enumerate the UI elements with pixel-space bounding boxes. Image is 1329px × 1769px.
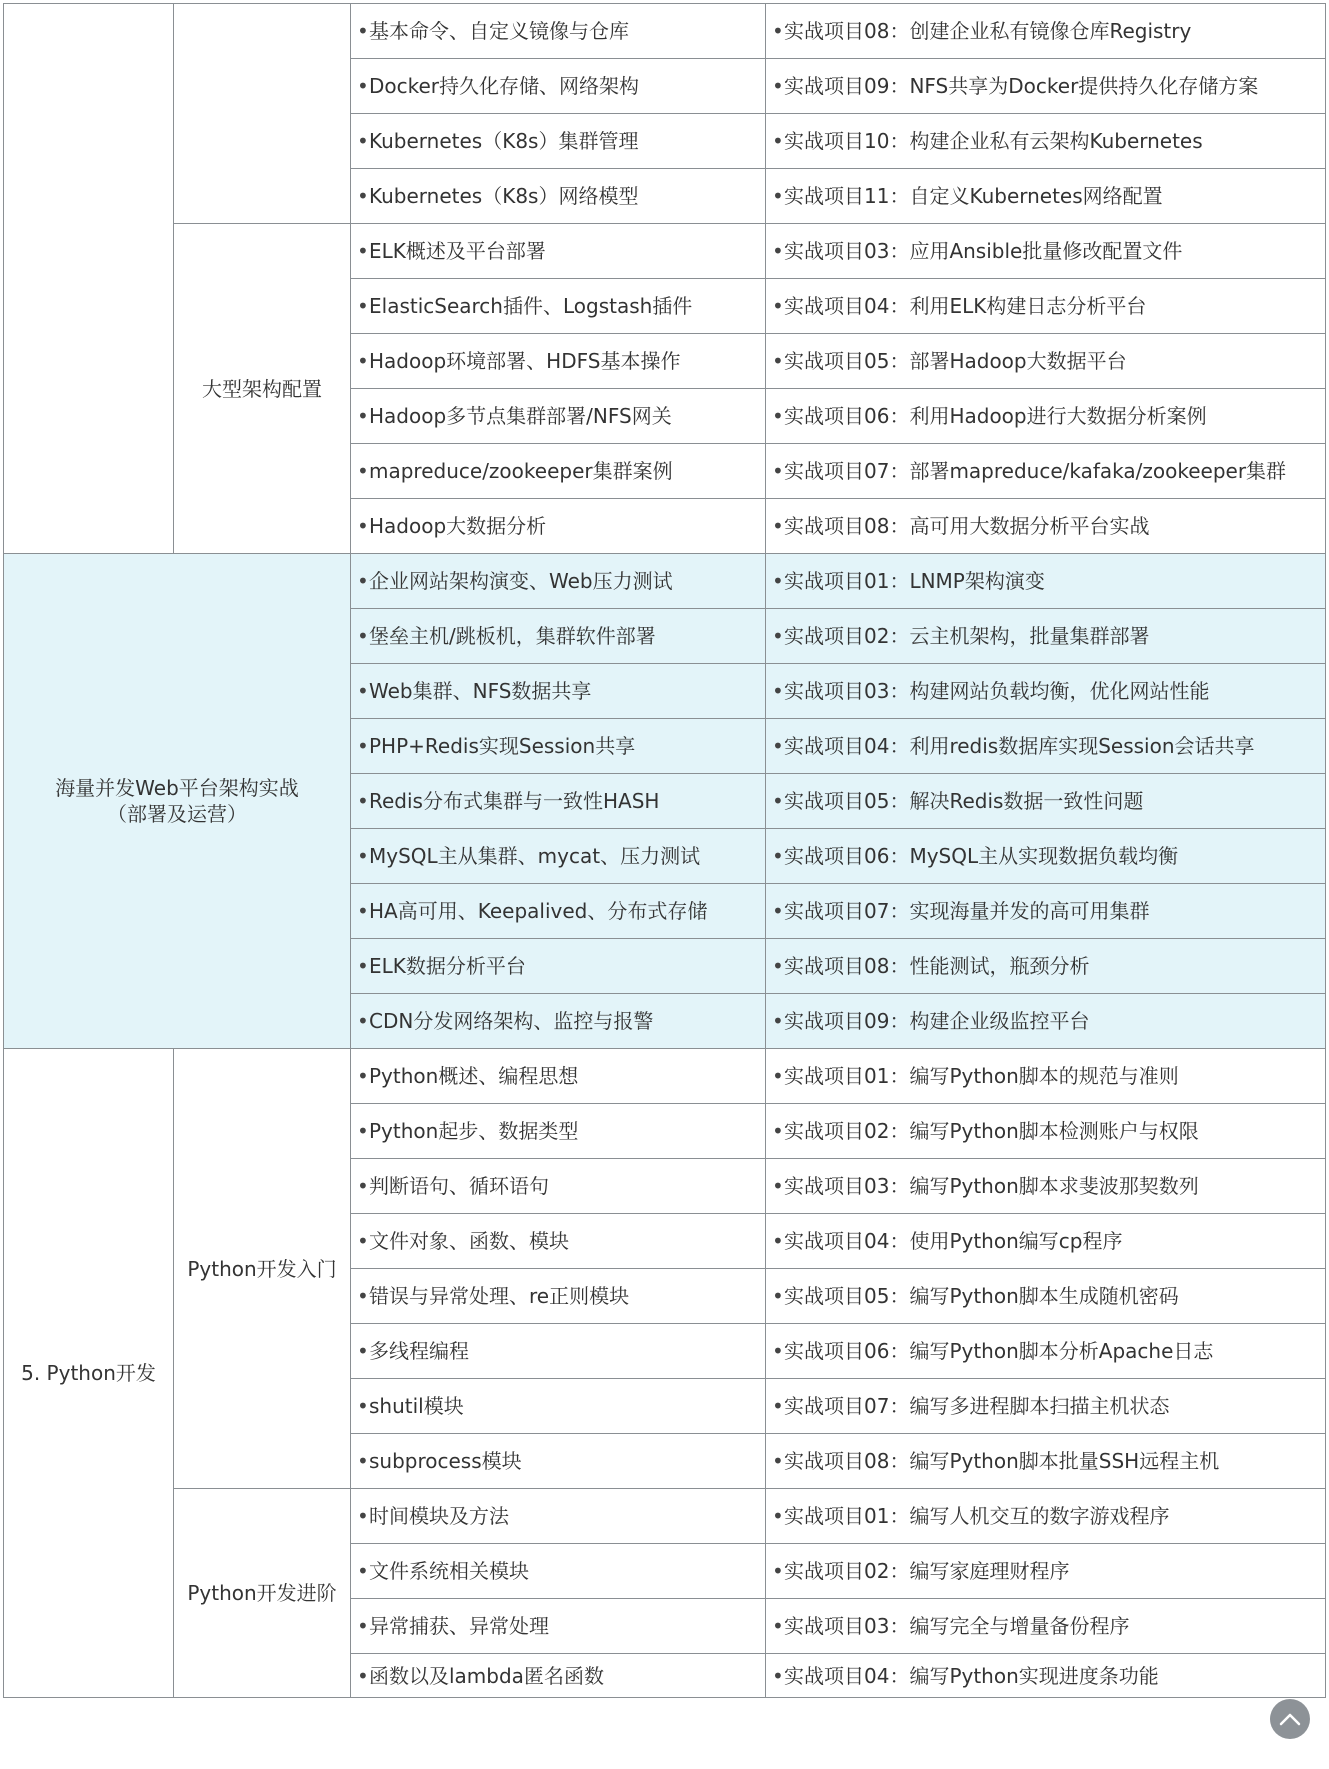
topic-text: ElasticSearch插件、Logstash插件 xyxy=(369,294,693,318)
table-row xyxy=(4,1049,1326,1104)
project-text: 实战项目03：应用Ansible批量修改配置文件 xyxy=(784,239,1183,263)
bullet: • xyxy=(357,1339,369,1363)
bullet: • xyxy=(772,459,784,483)
project-cell xyxy=(766,774,1326,829)
project-text: 实战项目08：创建企业私有镜像仓库Registry xyxy=(784,19,1192,43)
bullet: • xyxy=(772,1614,784,1638)
project-text: 实战项目02：云主机架构，批量集群部署 xyxy=(784,624,1150,648)
topic-cell xyxy=(351,1434,766,1489)
bullet: • xyxy=(772,1559,784,1583)
topic-text: 判断语句、循环语句 xyxy=(369,1174,549,1198)
bullet: • xyxy=(357,1504,369,1528)
topic-text: shutil模块 xyxy=(369,1394,464,1418)
bullet: • xyxy=(357,1009,369,1033)
project-cell xyxy=(766,1214,1326,1269)
subcategory-cell: Python开发入门 xyxy=(174,1049,351,1489)
bullet: • xyxy=(772,789,784,813)
project-text: 实战项目10：构建企业私有云架构Kubernetes xyxy=(784,129,1203,153)
topic-cell xyxy=(351,1104,766,1159)
project-cell xyxy=(766,884,1326,939)
bullet: • xyxy=(357,1663,369,1688)
bullet: • xyxy=(772,294,784,318)
project-text: 实战项目09：NFS共享为Docker提供持久化存储方案 xyxy=(784,74,1259,98)
topic-text: CDN分发网络架构、监控与报警 xyxy=(369,1009,654,1033)
project-cell xyxy=(766,719,1326,774)
topic-cell xyxy=(351,4,766,59)
subcategory-cell: 大型架构配置 xyxy=(174,224,351,554)
table-row xyxy=(4,1489,1326,1544)
topic-text: HA高可用、Keepalived、分布式存储 xyxy=(369,899,708,923)
bullet: • xyxy=(772,1504,784,1528)
bullet: • xyxy=(772,1339,784,1363)
bullet: • xyxy=(772,129,784,153)
project-text: 实战项目05：编写Python脚本生成随机密码 xyxy=(784,1284,1179,1308)
topic-text: PHP+Redis实现Session共享 xyxy=(369,734,636,758)
bullet: • xyxy=(772,514,784,538)
project-cell xyxy=(766,829,1326,884)
bullet: • xyxy=(772,1119,784,1143)
project-text: 实战项目06：利用Hadoop进行大数据分析案例 xyxy=(784,404,1207,428)
project-cell xyxy=(766,4,1326,59)
project-cell xyxy=(766,1599,1326,1654)
project-text: 实战项目06：编写Python脚本分析Apache日志 xyxy=(784,1339,1214,1363)
topic-cell xyxy=(351,884,766,939)
bullet: • xyxy=(357,679,369,703)
topic-text: 异常捕获、异常处理 xyxy=(369,1614,549,1638)
topic-cell xyxy=(351,1324,766,1379)
project-cell xyxy=(766,609,1326,664)
project-text: 实战项目08：编写Python脚本批量SSH远程主机 xyxy=(784,1449,1220,1473)
bullet: • xyxy=(357,1394,369,1418)
project-text: 实战项目11：自定义Kubernetes网络配置 xyxy=(784,184,1163,208)
project-cell xyxy=(766,664,1326,719)
bullet: • xyxy=(772,19,784,43)
topic-text: Redis分布式集群与一致性HASH xyxy=(369,789,660,813)
topic-text: Hadoop多节点集群部署/NFS网关 xyxy=(369,404,672,428)
project-text: 实战项目04：使用Python编写cp程序 xyxy=(784,1229,1123,1253)
bullet: • xyxy=(357,569,369,593)
topic-cell xyxy=(351,334,766,389)
topic-cell xyxy=(351,1379,766,1434)
bullet: • xyxy=(772,844,784,868)
project-cell xyxy=(766,1269,1326,1324)
topic-text: Python概述、编程思想 xyxy=(369,1064,579,1088)
project-text: 实战项目04：编写Python实现进度条功能 xyxy=(784,1663,1159,1688)
bullet: • xyxy=(772,404,784,428)
topic-cell xyxy=(351,774,766,829)
project-cell xyxy=(766,169,1326,224)
topic-cell xyxy=(351,1599,766,1654)
bullet: • xyxy=(357,514,369,538)
topic-text: Docker持久化存储、网络架构 xyxy=(369,74,640,98)
topic-text: subprocess模块 xyxy=(369,1449,522,1473)
project-text: 实战项目03：构建网站负载均衡，优化网站性能 xyxy=(784,679,1210,703)
project-text: 实战项目05：解决Redis数据一致性问题 xyxy=(784,789,1144,813)
table-row xyxy=(4,224,1326,279)
topic-cell xyxy=(351,389,766,444)
topic-cell xyxy=(351,1544,766,1599)
topic-text: 文件对象、函数、模块 xyxy=(369,1229,569,1253)
project-cell xyxy=(766,114,1326,169)
topic-cell xyxy=(351,664,766,719)
project-cell xyxy=(766,224,1326,279)
bullet: • xyxy=(772,1663,784,1688)
topic-cell xyxy=(351,114,766,169)
bullet: • xyxy=(772,569,784,593)
bullet: • xyxy=(772,1449,784,1473)
topic-cell xyxy=(351,1654,766,1698)
bullet: • xyxy=(357,1559,369,1583)
project-text: 实战项目01：编写人机交互的数字游戏程序 xyxy=(784,1504,1170,1528)
topic-text: 时间模块及方法 xyxy=(369,1504,509,1528)
table-row xyxy=(4,554,1326,609)
category-title: 海量并发Web平台架构实战 xyxy=(55,776,299,800)
bullet: • xyxy=(772,1174,784,1198)
topic-text: 堡垒主机/跳板机，集群软件部署 xyxy=(369,624,656,648)
project-text: 实战项目07：编写多进程脚本扫描主机状态 xyxy=(784,1394,1170,1418)
category-subtitle: （部署及运营） xyxy=(107,802,247,826)
topic-cell xyxy=(351,829,766,884)
bullet: • xyxy=(357,459,369,483)
project-text: 实战项目03：编写Python脚本求斐波那契数列 xyxy=(784,1174,1199,1198)
project-cell xyxy=(766,939,1326,994)
bullet: • xyxy=(357,1229,369,1253)
project-text: 实战项目02：编写Python脚本检测账户与权限 xyxy=(784,1119,1199,1143)
topic-text: 函数以及lambda匿名函数 xyxy=(369,1663,604,1688)
bullet: • xyxy=(772,1284,784,1308)
project-cell xyxy=(766,389,1326,444)
curriculum-table xyxy=(3,3,1326,1698)
topic-text: mapreduce/zookeeper集群案例 xyxy=(369,459,673,483)
project-cell xyxy=(766,334,1326,389)
project-cell xyxy=(766,444,1326,499)
bullet: • xyxy=(357,404,369,428)
bullet: • xyxy=(772,74,784,98)
topic-text: 错误与异常处理、re正则模块 xyxy=(369,1284,630,1308)
bullet: • xyxy=(357,1119,369,1143)
project-cell xyxy=(766,279,1326,334)
topic-cell xyxy=(351,1269,766,1324)
topic-text: Python起步、数据类型 xyxy=(369,1119,579,1143)
topic-cell xyxy=(351,224,766,279)
topic-text: Kubernetes（K8s）集群管理 xyxy=(369,129,639,153)
bullet: • xyxy=(357,294,369,318)
bullet: • xyxy=(772,734,784,758)
bullet: • xyxy=(357,184,369,208)
bullet: • xyxy=(772,184,784,208)
arrow-up-icon xyxy=(1279,1712,1301,1726)
topic-text: Web集群、NFS数据共享 xyxy=(369,679,592,703)
topic-text: 文件系统相关模块 xyxy=(369,1559,529,1583)
topic-cell xyxy=(351,994,766,1049)
topic-cell xyxy=(351,554,766,609)
project-cell xyxy=(766,59,1326,114)
bullet: • xyxy=(772,1229,784,1253)
bullet: • xyxy=(357,74,369,98)
bullet: • xyxy=(357,954,369,978)
topic-text: 企业网站架构演变、Web压力测试 xyxy=(369,569,673,593)
topic-text: 基本命令、自定义镜像与仓库 xyxy=(369,19,629,43)
project-text: 实战项目01：编写Python脚本的规范与准则 xyxy=(784,1064,1179,1088)
category-cell: 5. Python开发 xyxy=(4,1049,174,1698)
back-to-top-button[interactable] xyxy=(1270,1699,1310,1739)
bullet: • xyxy=(357,1284,369,1308)
bullet: • xyxy=(772,899,784,923)
bullet: • xyxy=(357,19,369,43)
category-cell xyxy=(4,4,174,554)
topic-text: Hadoop大数据分析 xyxy=(369,514,547,538)
project-text: 实战项目08：高可用大数据分析平台实战 xyxy=(784,514,1150,538)
bullet: • xyxy=(772,679,784,703)
topic-text: Kubernetes（K8s）网络模型 xyxy=(369,184,639,208)
project-text: 实战项目09：构建企业级监控平台 xyxy=(784,1009,1090,1033)
bullet: • xyxy=(357,899,369,923)
project-cell xyxy=(766,1324,1326,1379)
project-text: 实战项目08：性能测试，瓶颈分析 xyxy=(784,954,1090,978)
topic-cell xyxy=(351,499,766,554)
project-cell xyxy=(766,994,1326,1049)
project-cell xyxy=(766,1049,1326,1104)
topic-text: Hadoop环境部署、HDFS基本操作 xyxy=(369,349,681,373)
project-text: 实战项目06：MySQL主从实现数据负载均衡 xyxy=(784,844,1179,868)
bullet: • xyxy=(357,1614,369,1638)
topic-cell xyxy=(351,169,766,224)
topic-cell xyxy=(351,719,766,774)
topic-cell xyxy=(351,1214,766,1269)
table-row xyxy=(4,4,1326,59)
bullet: • xyxy=(772,954,784,978)
project-cell xyxy=(766,1434,1326,1489)
project-cell xyxy=(766,1544,1326,1599)
topic-cell xyxy=(351,1049,766,1104)
project-cell xyxy=(766,499,1326,554)
bullet: • xyxy=(357,624,369,648)
topic-text: 多线程编程 xyxy=(369,1339,469,1363)
bullet: • xyxy=(772,1394,784,1418)
topic-cell xyxy=(351,444,766,499)
topic-cell xyxy=(351,59,766,114)
topic-cell xyxy=(351,1159,766,1214)
project-cell xyxy=(766,1379,1326,1434)
subcategory-cell: Python开发进阶 xyxy=(174,1489,351,1698)
project-cell xyxy=(766,1654,1326,1698)
bullet: • xyxy=(772,349,784,373)
project-text: 实战项目03：编写完全与增量备份程序 xyxy=(784,1614,1130,1638)
bullet: • xyxy=(357,844,369,868)
topic-cell xyxy=(351,939,766,994)
bullet: • xyxy=(357,1174,369,1198)
project-cell xyxy=(766,1104,1326,1159)
project-cell xyxy=(766,554,1326,609)
bullet: • xyxy=(772,1009,784,1033)
topic-text: MySQL主从集群、mycat、压力测试 xyxy=(369,844,701,868)
topic-cell xyxy=(351,1489,766,1544)
project-text: 实战项目04：利用ELK构建日志分析平台 xyxy=(784,294,1147,318)
project-cell xyxy=(766,1489,1326,1544)
project-text: 实战项目05：部署Hadoop大数据平台 xyxy=(784,349,1127,373)
topic-text: ELK概述及平台部署 xyxy=(369,239,546,263)
project-text: 实战项目07：部署mapreduce/kafaka/zookeeper集群 xyxy=(784,459,1287,483)
project-cell xyxy=(766,1159,1326,1214)
bullet: • xyxy=(357,239,369,263)
bullet: • xyxy=(357,789,369,813)
subcategory-cell xyxy=(174,4,351,224)
project-text: 实战项目02：编写家庭理财程序 xyxy=(784,1559,1070,1583)
project-text: 实战项目01：LNMP架构演变 xyxy=(784,569,1045,593)
bullet: • xyxy=(772,1064,784,1088)
topic-text: ELK数据分析平台 xyxy=(369,954,526,978)
bullet: • xyxy=(357,129,369,153)
topic-cell xyxy=(351,609,766,664)
bullet: • xyxy=(357,734,369,758)
project-text: 实战项目04：利用redis数据库实现Session会话共享 xyxy=(784,734,1255,758)
topic-cell xyxy=(351,279,766,334)
project-text: 实战项目07：实现海量并发的高可用集群 xyxy=(784,899,1150,923)
bullet: • xyxy=(357,349,369,373)
bullet: • xyxy=(357,1449,369,1473)
bullet: • xyxy=(772,239,784,263)
category-cell xyxy=(4,554,351,1049)
bullet: • xyxy=(772,624,784,648)
bullet: • xyxy=(357,1064,369,1088)
